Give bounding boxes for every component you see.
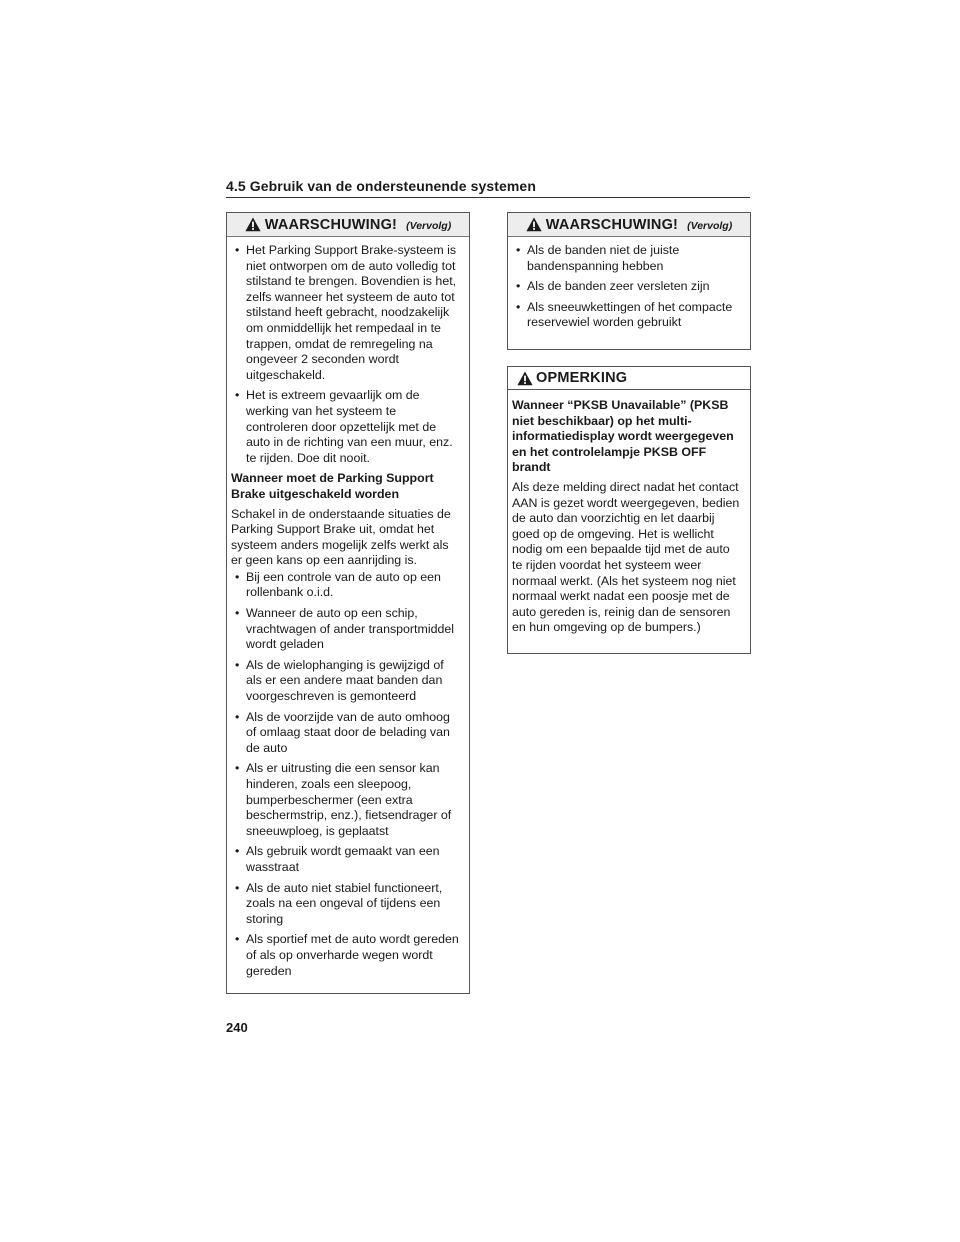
warning-title: WAARSCHUWING! [545, 216, 679, 233]
list-item: • Als de auto niet stabiel functioneert, zoals na een ongeval of tijdens een storing [231, 881, 460, 928]
subheading: Wanneer moet de Parking Support Brake uitgeschakeld worden [231, 471, 434, 501]
warning-title: WAARSCHUWING! [264, 216, 398, 233]
list-item: • Als er uitrusting die een sensor kan hinderen, zoals een sleepoog, bumperbeschermer (een extra beschermstrip, enz.), fietsendrager of sneeuwploeg, is geplaatst [231, 761, 460, 839]
warning-body [227, 237, 469, 990]
note-header [508, 367, 750, 390]
warning-box-right [507, 212, 751, 350]
list-item: • Als de wielophanging is gewijzigd of als er een andere maat banden dan voorgeschreven is gemonteerd [231, 658, 460, 705]
warning-icon [245, 217, 261, 232]
note-paragraph: Als deze melding direct nadat het contact AAN is gezet wordt weergegeven, bedien de auto dan voorzichtig en let daarbij goed op de omgeving. Het is wellicht nodig om een bepaalde tijd met de auto te rijden voordat het systeem weer normaal werkt. (Als het systeem nog niet normaal werkt nadat een poosje met de auto gereden is, reinig dan de sensoren en hun omgeving op de bumpers.) [512, 479, 740, 635]
list-item: • Als sneeuwkettingen of het compacte reservewiel worden gebruikt [512, 300, 741, 331]
note-icon [517, 371, 533, 386]
note-box [507, 366, 751, 654]
continued-label: (Vervolg) [406, 220, 452, 232]
warning-header [508, 213, 750, 237]
page-number: 240 [226, 1020, 248, 1035]
warning-body [508, 237, 750, 342]
note-subheading: Wanneer “PKSB Unavailable” (PKSB niet beschikbaar) op het multi-informatiedisplay wordt weergegeven en het controlelampje PKSB OFF brandt [512, 398, 734, 475]
situation-bullet-list [231, 570, 460, 979]
list-item: • Wanneer de auto op een schip, vrachtwagen of ander transportmiddel wordt geladen [231, 606, 460, 653]
list-item: • Als sportief met de auto wordt gereden of als op onverharde wegen wordt gereden [231, 932, 460, 979]
note-title: OPMERKING [536, 370, 628, 386]
continued-label: (Vervolg) [687, 220, 733, 232]
section-header: 4.5 Gebruik van de ondersteunende systemen [226, 178, 750, 198]
list-item: • Als de banden niet de juiste bandenspanning hebben [512, 243, 741, 274]
paragraph: Schakel in de onderstaande situaties de Parking Support Brake uit, omdat het systeem anders mogelijk zelfs werkt als er geen kans op een aanrijding is. [231, 506, 451, 568]
list-item: • Als de voorzijde van de auto omhoog of omlaag staat door de belading van de auto [231, 710, 460, 757]
warning-bullet-list [231, 243, 460, 466]
note-body [508, 390, 750, 645]
warning-header [227, 213, 469, 237]
list-item: • Het is extreem gevaarlijk om de werking van het systeem te controleren door opzettelijk met de auto in de richting van een muur, enz. te rijden. Doe dit nooit. [231, 388, 460, 466]
list-item: • Als gebruik wordt gemaakt van een wasstraat [231, 844, 460, 875]
list-item: • Het Parking Support Brake-systeem is niet ontworpen om de auto volledig tot stilstand te brengen. Bovendien is het, zelfs wanneer het systeem de auto tot stilstand heeft gebracht, noodzakelijk om onmiddellijk het rempedaal in te trappen, omdat de remregeling na ongeveer 2 seconden wordt uitgeschakeld. [231, 243, 460, 383]
list-item: • Bij een controle van de auto op een rollenbank o.i.d. [231, 570, 460, 601]
list-item: • Als de banden zeer versleten zijn [512, 279, 741, 295]
warning-icon [526, 217, 542, 232]
warning-bullet-list [512, 243, 741, 331]
warning-box-left [226, 212, 470, 994]
